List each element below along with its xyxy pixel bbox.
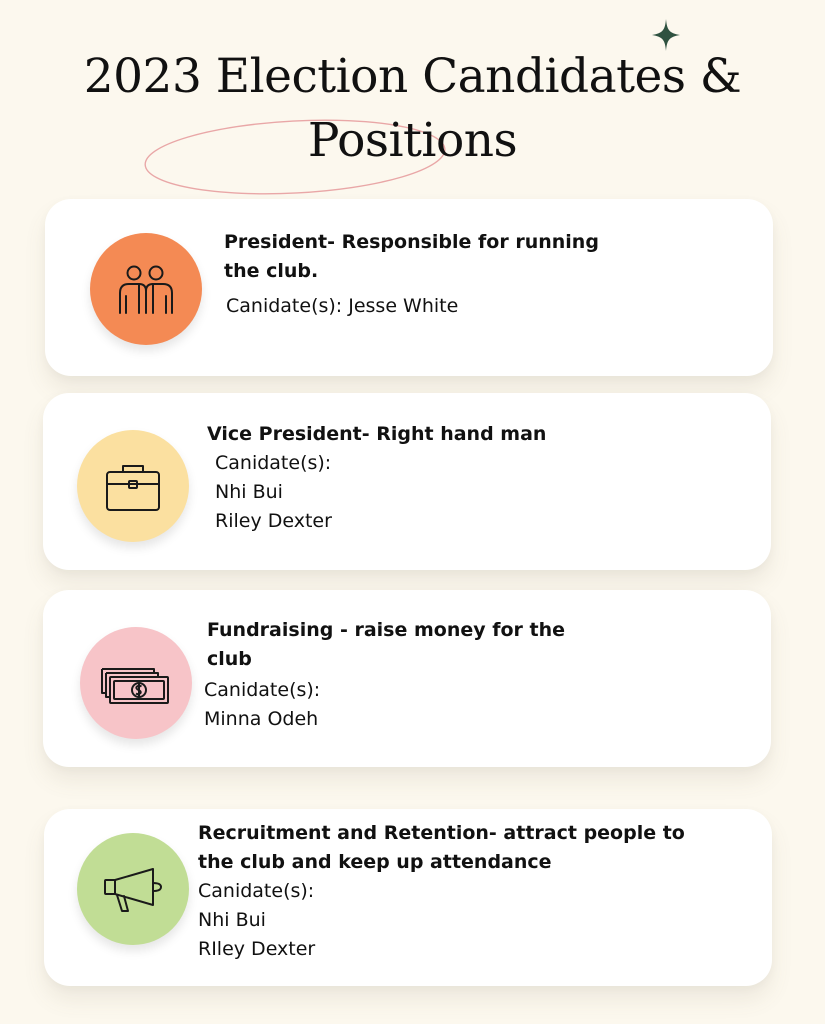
candidate-name: Riley Dexter <box>215 510 332 532</box>
fundraising-icon-circle <box>80 627 192 739</box>
candidate-name: RIley Dexter <box>198 938 316 960</box>
candidate-name: Minna Odeh <box>204 708 319 730</box>
money-icon <box>80 627 192 739</box>
president-candidates: Canidate(s): Jesse White <box>226 295 459 317</box>
president-role-line-2: the club. <box>224 260 319 282</box>
candidate-name: Nhi Bui <box>198 909 266 931</box>
president-icon-circle <box>90 233 202 345</box>
briefcase-icon <box>77 430 189 542</box>
candidate-name: Nhi Bui <box>215 481 283 503</box>
vice-president-role: Vice President- Right hand man <box>207 423 547 445</box>
president-role-line-1: President- Responsible for running <box>224 231 599 253</box>
recruitment-role-line-1: Recruitment and Retention- attract people to <box>198 822 685 844</box>
title-line-2: Positions <box>307 113 518 168</box>
fundraising-role-line-2: club <box>207 648 252 670</box>
fundraising-role-line-1: Fundraising - raise money for the <box>207 619 566 641</box>
recruitment-role-line-2: the club and keep up attendance <box>198 851 552 873</box>
two-people-icon <box>90 233 202 345</box>
recruitment-candidates-label: Canidate(s): <box>198 880 315 902</box>
recruitment-icon-circle <box>77 833 189 945</box>
vice-president-text <box>207 420 546 536</box>
title-line-1: 2023 Election Candidates & <box>83 49 742 104</box>
vice-president-icon-circle <box>77 430 189 542</box>
megaphone-icon <box>77 833 189 945</box>
recruitment-text <box>198 819 685 964</box>
fundraising-candidates-label: Canidate(s): <box>204 679 321 701</box>
fundraising-text <box>204 616 566 734</box>
vice-president-candidates-label: Canidate(s): <box>215 452 332 474</box>
president-text <box>224 228 599 321</box>
page-title <box>0 45 825 173</box>
